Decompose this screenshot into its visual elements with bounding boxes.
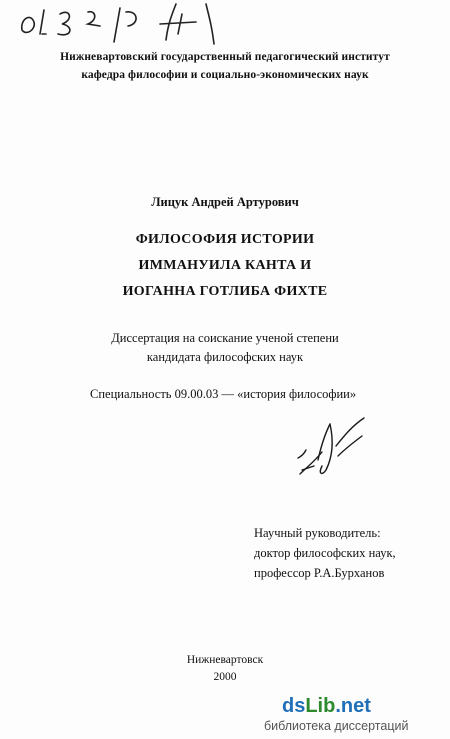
dslib-watermark-logo bbox=[260, 690, 440, 734]
svg-text:dsLib.net bbox=[282, 695, 371, 717]
dissertation-title-line: ФИЛОСОФИЯ ИСТОРИИ bbox=[135, 232, 315, 247]
department-name: кафедра философии и социально-экономических наук bbox=[81, 69, 369, 81]
watermark-net: .net bbox=[335, 695, 371, 717]
degree-field: кандидата философских наук bbox=[146, 350, 304, 364]
advisor-degree: доктор философских наук, bbox=[254, 546, 396, 560]
dissertation-title-line: ИОГАННА ГОТЛИБА ФИХТЕ bbox=[122, 284, 328, 299]
institution-name: Нижневартовский государственный педагогический институт bbox=[60, 51, 390, 63]
publication-year: 2000 bbox=[213, 671, 237, 683]
advisor-label: Научный руководитель: bbox=[254, 526, 381, 540]
watermark-caption: библиотека диссертаций bbox=[264, 719, 409, 733]
watermark-lib: Lib bbox=[305, 695, 336, 717]
dissertation-title-line: ИММАНУИЛА КАНТА И bbox=[138, 258, 312, 273]
degree-statement: Диссертация на соискание ученой степени bbox=[111, 331, 339, 345]
author-name: Лицук Андрей Артурович bbox=[151, 195, 299, 209]
specialty-code: Специальность 09.00.03 — «история философии» bbox=[90, 387, 357, 401]
handwritten-signature bbox=[292, 412, 372, 482]
watermark-ds: ds bbox=[282, 695, 306, 717]
publication-city: Нижневартовск bbox=[186, 654, 264, 666]
handwritten-catalog-number bbox=[0, 0, 240, 55]
advisor-name: профессор Р.А.Бурханов bbox=[254, 566, 385, 580]
